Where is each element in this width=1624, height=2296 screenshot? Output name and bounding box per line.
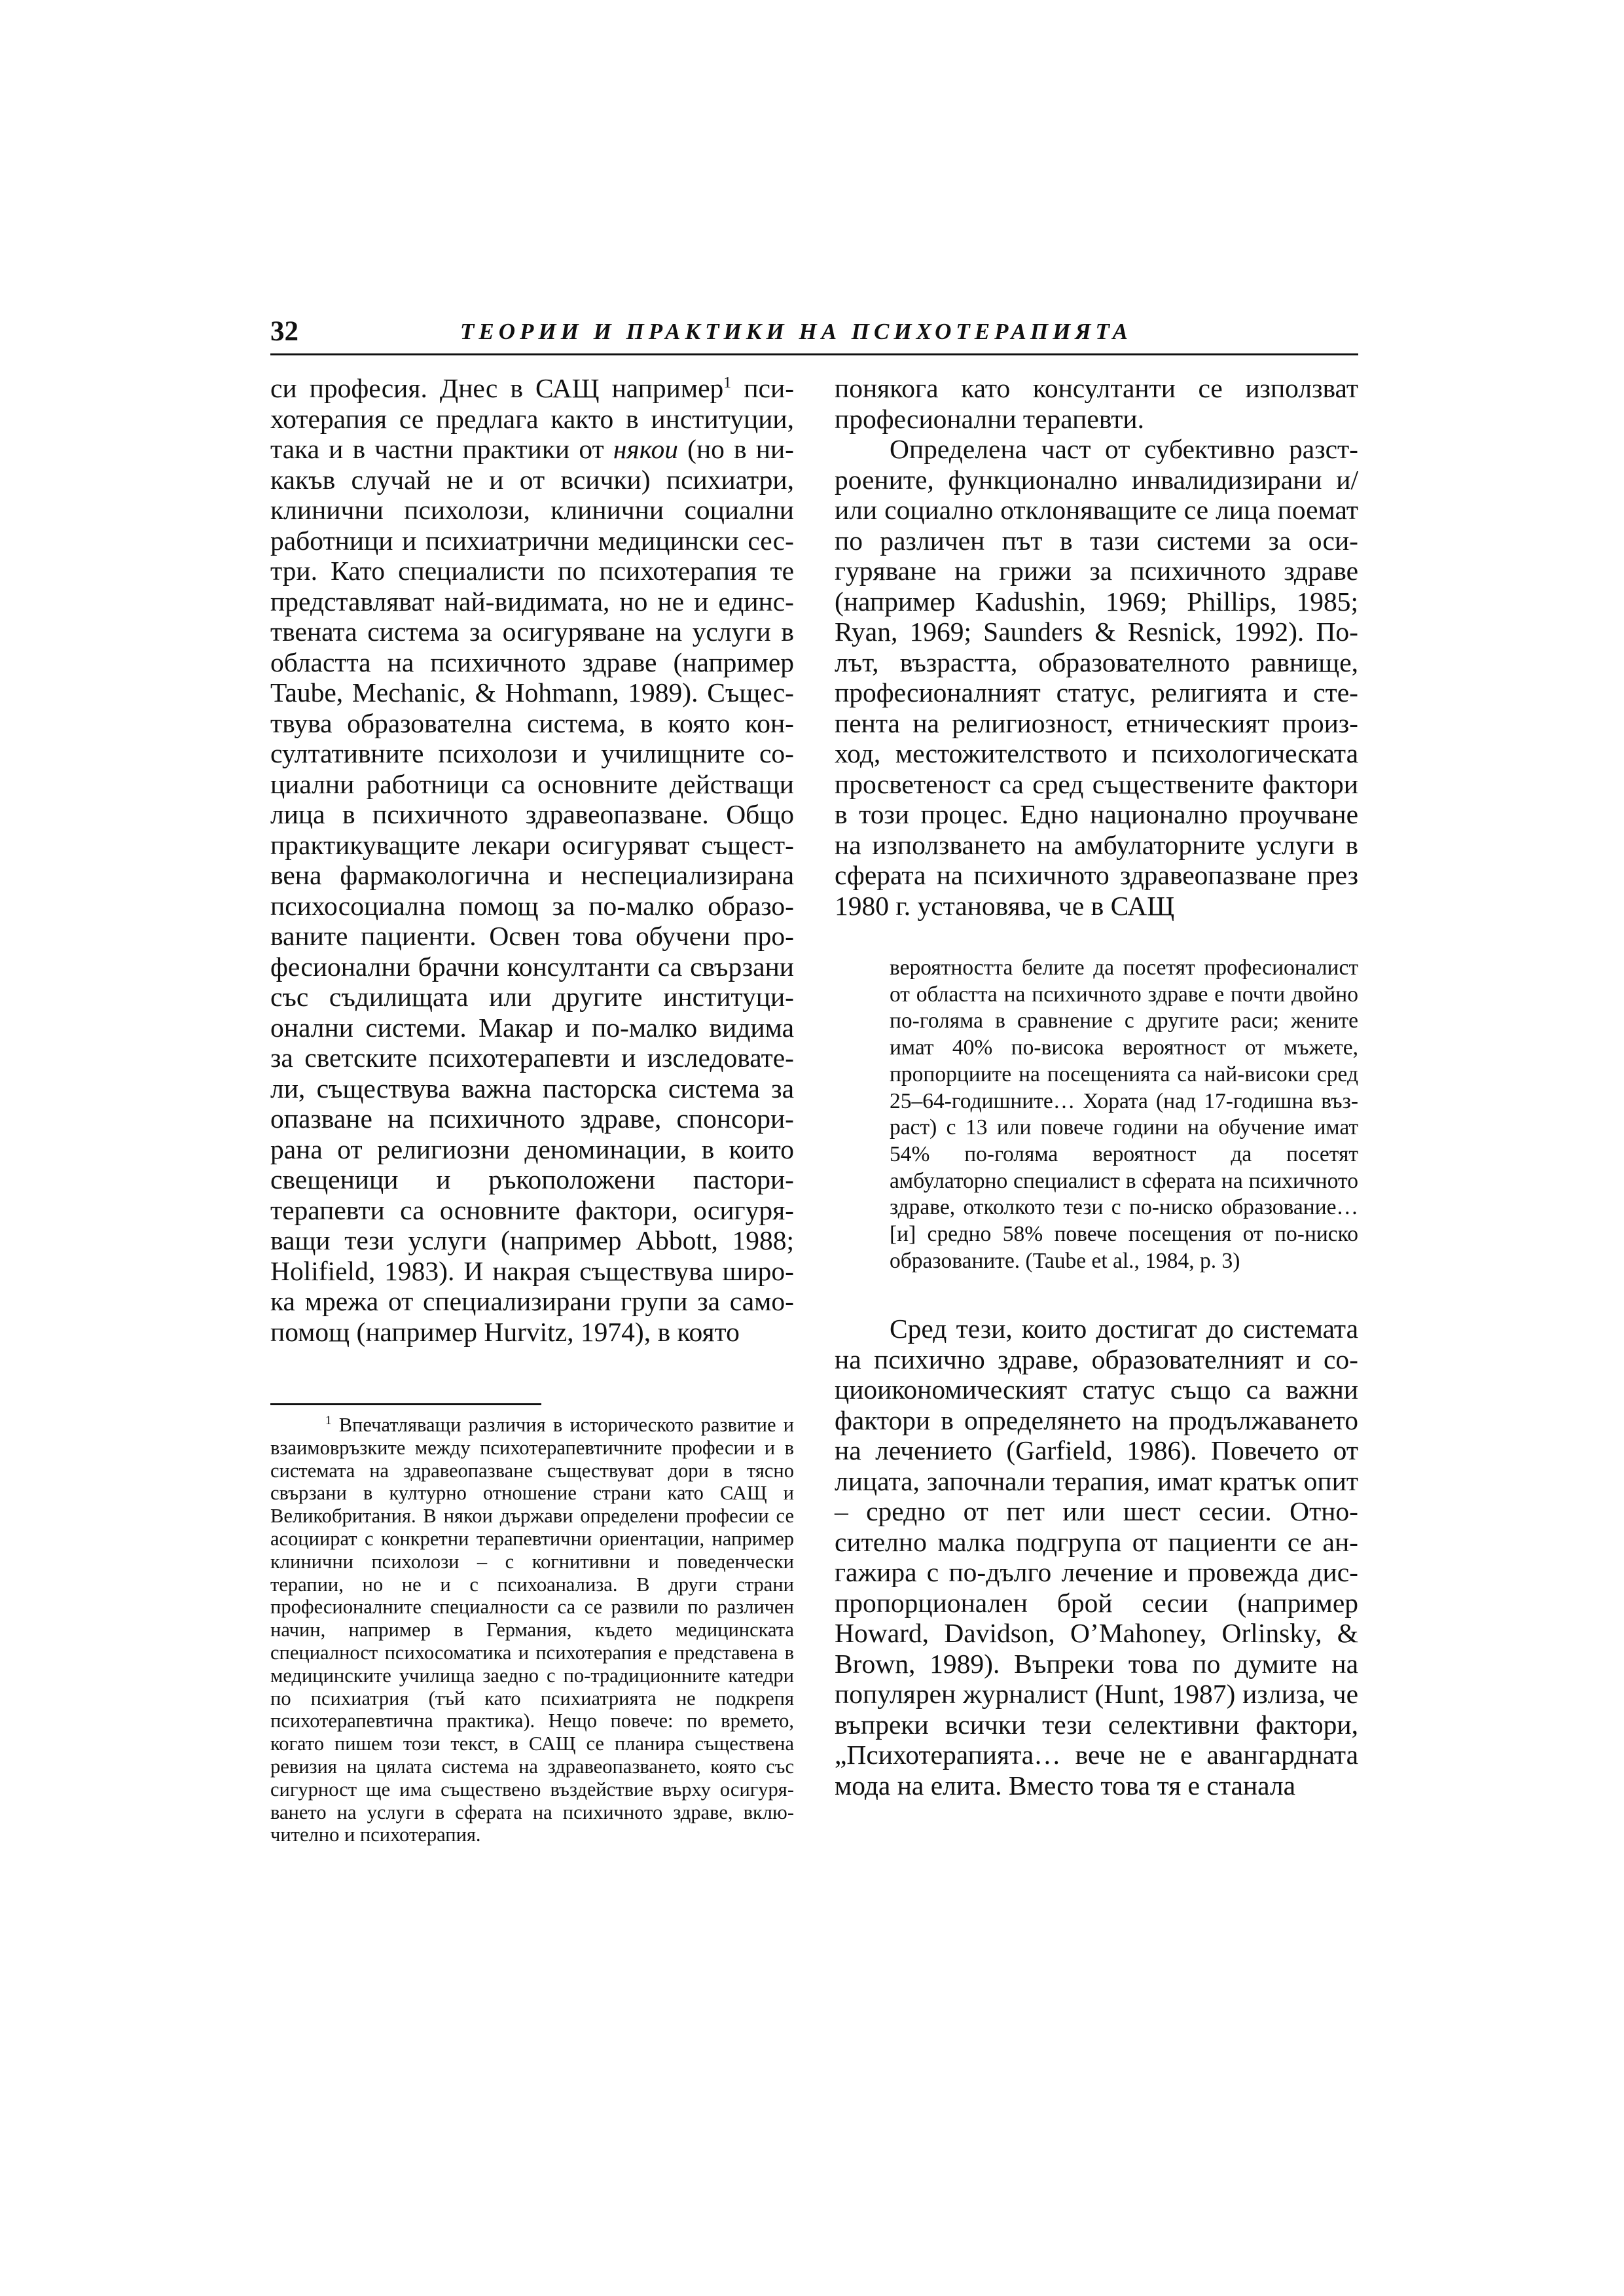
page-header bbox=[270, 313, 1358, 355]
right-paragraph-1: понякога като консултанти се използват професионални терапевти. bbox=[835, 373, 1358, 434]
left-paragraph-mid: психотерапия се предлага както в институции, така и в частни практики от bbox=[270, 373, 795, 464]
left-column bbox=[270, 373, 794, 1347]
right-paragraph-2: Определена част от субективно разстроените, функционално инвалидизирани и/или социално отклоняващите се лица поемат по различен път в тази системи за осигуряване на грижи за психичното здраве (например Kadushin, 1969; Phillips, 1985; Ryan, 1969; Saunders & Resnick, 1992). Полът, възрастта, образователното равнище, професионалният статус, религията и степента на религиозност, етническият произход, местожителството и психологическата просветеност са сред съществените фактори в този процес. Едно национално проучване на използването на амбулаторните услуги в сферата на психичното здравеопазване през 1980 г. установява, че в САЩ bbox=[835, 434, 1358, 921]
left-paragraph-start: си професия. Днес в САЩ например bbox=[270, 373, 724, 403]
footnote-marker: 1 bbox=[325, 1413, 332, 1427]
left-paragraph bbox=[270, 373, 794, 1347]
left-paragraph-rest: (но в никакъв случай не и от всички) психиатри, клинични психолози, клинични социални работници и психиатрични медицински сестри. Като специалисти по психотерапия те представляват най-видимата, но не и единствената система за осигуряване на услуги в областта на психичното здраве (например Taube, Mechanic, & Hohmann, 1989). Съществува образователна система, в която консултативните психолози и училищните социални работници са основните действащи лица в психичното здравеопазване. Общо практикуващите лекари осигуряват съществена фармакологична и неспециализирана психосоциална помощ за по-малко образованите пациенти. Освен това обучени професионални брачни консултанти са свързани със съдилищата или другите институционални системи. Макар и по-малко видима за светските психотерапевти и изследователи, съществува важна пасторска система за опазване на психичното здраве, спонсорирана от религиозни деноминации, в които свещеници и ръкоположени пасторитерапевти са основните фактори, осигуряващи тези услуги (например Abbott, 1988; Holifield, 1983). И накрая съществува широка мрежа от специализирани групи за самопомощ (например Hurvitz, 1974), в която bbox=[270, 434, 794, 1347]
right-paragraph-3: Сред тези, които достигат до системата на психично здраве, образователният и социоикономическият статус също са важни фактори в определянето на продължаването на лечението (Garfield, 1986). Повечето от лицата, започнали терапия, имат кратък опит – средно от пет или шест сесии. Относително малка подгрупа от пациенти се ангажира с по-дълго лечение и провежда диспропорционален брой сесии (например Howard, Davidson, O’Mahoney, Orlinsky, & Brown, 1989). Въпреки това по думите на популярен журналист (Hunt, 1987) излиза, че въпреки всички тези селективни фактори, „Психотерапията… вече не е авангардната мода на елита. Вместо това тя е станала bbox=[835, 1314, 1358, 1801]
footnote-divider bbox=[270, 1403, 541, 1405]
left-paragraph-emphasis: някои bbox=[613, 434, 679, 464]
footnote bbox=[270, 1414, 794, 1846]
footnote-reference: 1 bbox=[723, 374, 732, 392]
running-title: ТЕОРИИ И ПРАКТИКИ НА ПСИХОТЕРАПИЯТА bbox=[460, 319, 1133, 344]
right-column bbox=[835, 373, 1358, 1801]
footnote-text: Впечатляващи различия в историческото развитие и взаимовръзките между психотерапевтичните професии и в системата на здравеопазване съществуват дори в тясно свързани в културно отношение страни като САЩ и Великобритания. В някои държави определени професии се асоциират с конкретни терапевтични ориентации, например клинични психолози – с когнитивни и поведенчески терапии, но не и с психоанализа. В други страни професионалните специалности са се развили по различен начин, например в Германия, където медицинската специалност психосоматика и психотерапия е представена в медицинските училища заедно с по-традиционните катедри по психиатрия (тъй като психиатрията не подкрепя психотерапевтична практика). Нещо повече: по времето, когато пишем този текст, в САЩ се планира съществена ревизия на цялата система на здравеопазването, която със сигурност ще има съществено въздействие върху осигуряването на услуги в сферата на психичното здраве, включително и психотерапия. bbox=[270, 1414, 794, 1846]
block-quote: вероятността белите да посетят професионалист от областта на психичното здраве е почти двойно по-голяма в сравнение с другите раси; жените имат 40% по-висока вероятност от мъжете, пропорциите на посещенията са най-високи сред 25–64-годишните… Хората (над 17-годишна възраст) с 13 или повече години на обучение имат 54% по-голяма вероятност да посетят амбулаторно специалист в сферата на психичното здраве, отколкото тези с по-ниско образование… [и] средно 58% повече посещения от по-ниско образованите. (Taube et al., 1984, p. 3) bbox=[890, 956, 1358, 1273]
page-number: 32 bbox=[270, 316, 298, 347]
